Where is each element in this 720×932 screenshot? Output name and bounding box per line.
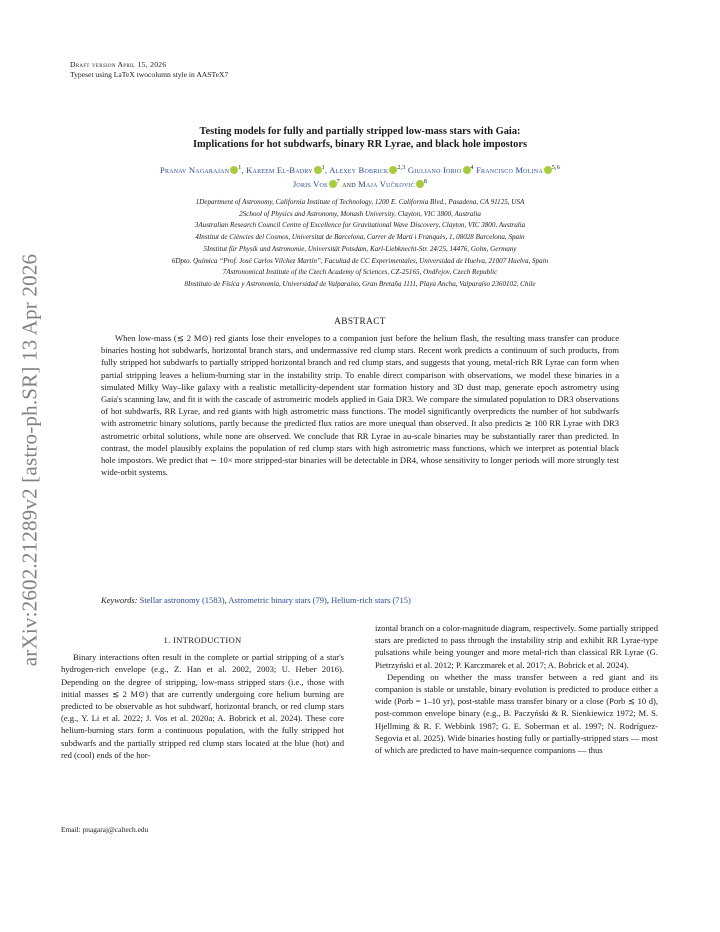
abstract-text: When low-mass (≲ 2 M⊙) red giants lose their envelopes to a companion just before the helium flash, the resulting mass transfer can produce binaries hosting hot subdwarfs, horizontal branch stars, and undermassive red clump stars. Recent work predicts a continuum of such products, from fully stripped hot subdwarfs to partially stripped horizontal branch and red clump stars, and suggests that young, metal-rich RR Lyrae can form when partial stripping leaves a helium-burning star in the instability strip. To enable direct comparison with observations, we model these binaries in a simulated Milky Way–like galaxy with a realistic metallicity-dependent star formation history and 3D dust map, generate epoch astrometry using Gaia's scanning law, and fit it with the cascade of astrometric models applied in Gaia DR3. We compare the simulated population to DR3 observations of hot subdwarfs, RR Lyrae, and red giants with high astrometric mass functions. The model significantly overpredicts the number of hot subdwarfs with astrometric binary solutions, partly because the predicted flux ratios are more unequal than observed. It also predicts ≳ 100 RR Lyrae with DR3 astrometric orbital solutions, while none are observed. We conclude that RR Lyrae in au-scale binaries may be substantially rarer than predicted. In contrast, the model plausibly explains the population of red clump stars with high astrometric mass functions, which we interpret as potential black hole impostors. We predict that ∼ 10× more stripped-star binaries will be detectable in DR4, whose sensitivity to longer periods will more strongly test wide-orbit systems. xyxy=(101,333,619,478)
title-line-1: Testing models for fully and partially stripped low-mass stars with Gaia: xyxy=(199,126,521,137)
paragraph: izontal branch on a color-magnitude diagram, respectively. Some partially stripped stars are predicted to pass through the instability strip and exhibit RR Lyrae-type pulsations while being younger and more metal-rich than classical RR Lyrae (G. Pietrzyński et al. 2012; P. Karczmarek et al. 2017; A. Bobrick et al. 2024). xyxy=(375,623,658,670)
keyword-link[interactable]: Helium-rich stars (715) xyxy=(331,595,411,605)
section-heading: 1. INTRODUCTION xyxy=(163,635,242,645)
arxiv-identifier: arXiv:2602.21289v2 [astro-ph.SR] 13 Apr 2026 xyxy=(17,253,42,667)
keyword-link[interactable]: Stellar astronomy (1583) xyxy=(139,595,225,605)
draft-version: Draft version April 15, 2026 xyxy=(70,60,167,69)
affiliation-marker: 7 xyxy=(336,179,340,186)
paragraph: Depending on whether the mass transfer between a red giant and its companion is stable or unstable, binary evolution is predicted to produce either a wide (Porb = 1–10 yr), post-stable mass transfer binary or a close (Porb ≲ 10 d), post-common envelope binary (e.g., B. Paczyński & R. Sienkiewicz 1972; M. S. Hjellming & R. F. Webbink 1987; G. E. Soberman et al. 1997; N. Rodríguez-Segovia et al. 2025). Wide binaries hosting fully or partially-stripped stars — most of which are predicted to have main-sequence companions — thus xyxy=(375,671,658,756)
author-name[interactable]: Kareem El-Badry xyxy=(246,164,313,175)
typeset-note: Typeset using LaTeX twocolumn style in AASTeX7 xyxy=(70,70,229,79)
author-name[interactable]: Alexey Bobrick xyxy=(329,164,389,175)
orcid-icon[interactable] xyxy=(463,166,471,174)
affiliation: 1Department of Astronomy, California Institute of Technology, 1200 E. California Blvd., Pasadena, CA 91125, USA xyxy=(195,198,525,206)
affiliation-marker: 5,6 xyxy=(551,165,560,171)
affiliation: 5Institut für Physik und Astronomie, Universität Potsdam, Karl-Liebknecht-Str. 24/25, 14476, Golm, Germany xyxy=(203,244,517,253)
paper-title xyxy=(70,125,650,151)
author-name[interactable]: Giuliano Iorio xyxy=(407,164,462,175)
author-conjunction: and xyxy=(342,179,356,190)
affiliation: 3Australian Research Council Centre of Excellence for Gravitational Wave Discovery, Clayton, VIC 3800, Australia xyxy=(194,221,526,230)
author-name[interactable]: Francisco Molina xyxy=(476,164,543,175)
affiliation-marker: 1 xyxy=(321,165,325,171)
affiliation: 8Instituto de Física y Astronomía, Universidad de Valparaíso, Gran Bretaña 1111, Playa Ancha, Valparaíso 2360102, Chile xyxy=(184,279,536,288)
title-line-2: Implications for hot subdwarfs, binary RR Lyrae, and black hole impostors xyxy=(192,139,528,150)
affiliation-marker: 4 xyxy=(470,165,474,171)
affiliation: 6Dpto. Química “Prof. José Carlos Vílchez Martín”, Facultad de CC Experimentales, Universidad de Huelva, 21007 Huelva, Spain xyxy=(171,256,549,265)
affiliation: 4Institut de Ciències del Cosmos, Universitat de Barcelona, Carrer de Martí i Franquès, 1, 08028 Barcelona, Spain xyxy=(195,233,525,242)
orcid-icon[interactable] xyxy=(416,180,424,188)
orcid-icon[interactable] xyxy=(544,166,552,174)
affiliation-list xyxy=(62,197,658,291)
keywords-label: Keywords: xyxy=(101,595,138,605)
left-column xyxy=(61,634,344,761)
orcid-icon[interactable] xyxy=(314,166,322,174)
author-name[interactable]: Pranav Nagarajan xyxy=(160,164,230,175)
affiliation: 7Astronomical Institute of the Czech Academy of Sciences, CZ-25165, Ondřejov, Czech Republic xyxy=(222,268,498,277)
affiliation-marker: 1 xyxy=(238,165,242,171)
author-name[interactable]: Maja Vučković xyxy=(358,179,415,190)
corresponding-email: Email: pnagaraj@caltech.edu xyxy=(61,825,149,834)
paragraph: Binary interactions often result in the complete or partial stripping of a star's hydrogen-rich envelope (e.g., Z. Han et al. 2002, 2003; U. Heber 2016). Depending on the degree of stripping, low-mass stripped stars (i.e., those with initial masses ≲ 2 M⊙) that are currently undergoing core helium burning are predicted to be observable as hot subdwarf, horizontal branch, or red clump stars (e.g., Y. Li et al. 2022; J. Vos et al. 2020a; A. Bobrick et al. 2024). These core helium-burning stars form a continuous population, with the fully stripped hot subdwarfs and the partially stripped red clump stars located at the blue (hot) and red (cool) ends of the hor- xyxy=(61,652,344,760)
arxiv-identifier-sidebar xyxy=(10,230,50,690)
orcid-icon[interactable] xyxy=(329,180,337,188)
preprint-header xyxy=(70,60,228,80)
keyword-link[interactable]: Astrometric binary stars (79) xyxy=(228,595,327,605)
keywords: Keywords: Stellar astronomy (1583), Astrometric binary stars (79), Helium-rich stars (715) xyxy=(101,595,411,605)
author-name[interactable]: Joris Vos xyxy=(292,179,328,190)
author-list: Pranav Nagarajan $^1$, Kareem El-Badry $^1$, Alexey Bobrick $^{2,3}$ Giuliano Iorio $^4$ Francisco Molina $^{5,6}$ Joris Vos $^7$ and Maja Vučković $^8$ xyxy=(160,164,560,190)
affiliation: 2School of Physics and Astronomy, Monash University, Clayton, VIC 3800, Australia xyxy=(239,209,481,218)
affiliation-marker: 8 xyxy=(423,179,428,186)
right-column xyxy=(375,622,658,756)
affiliation-marker: 2,3 xyxy=(397,165,406,171)
abstract-heading: ABSTRACT xyxy=(334,317,386,327)
